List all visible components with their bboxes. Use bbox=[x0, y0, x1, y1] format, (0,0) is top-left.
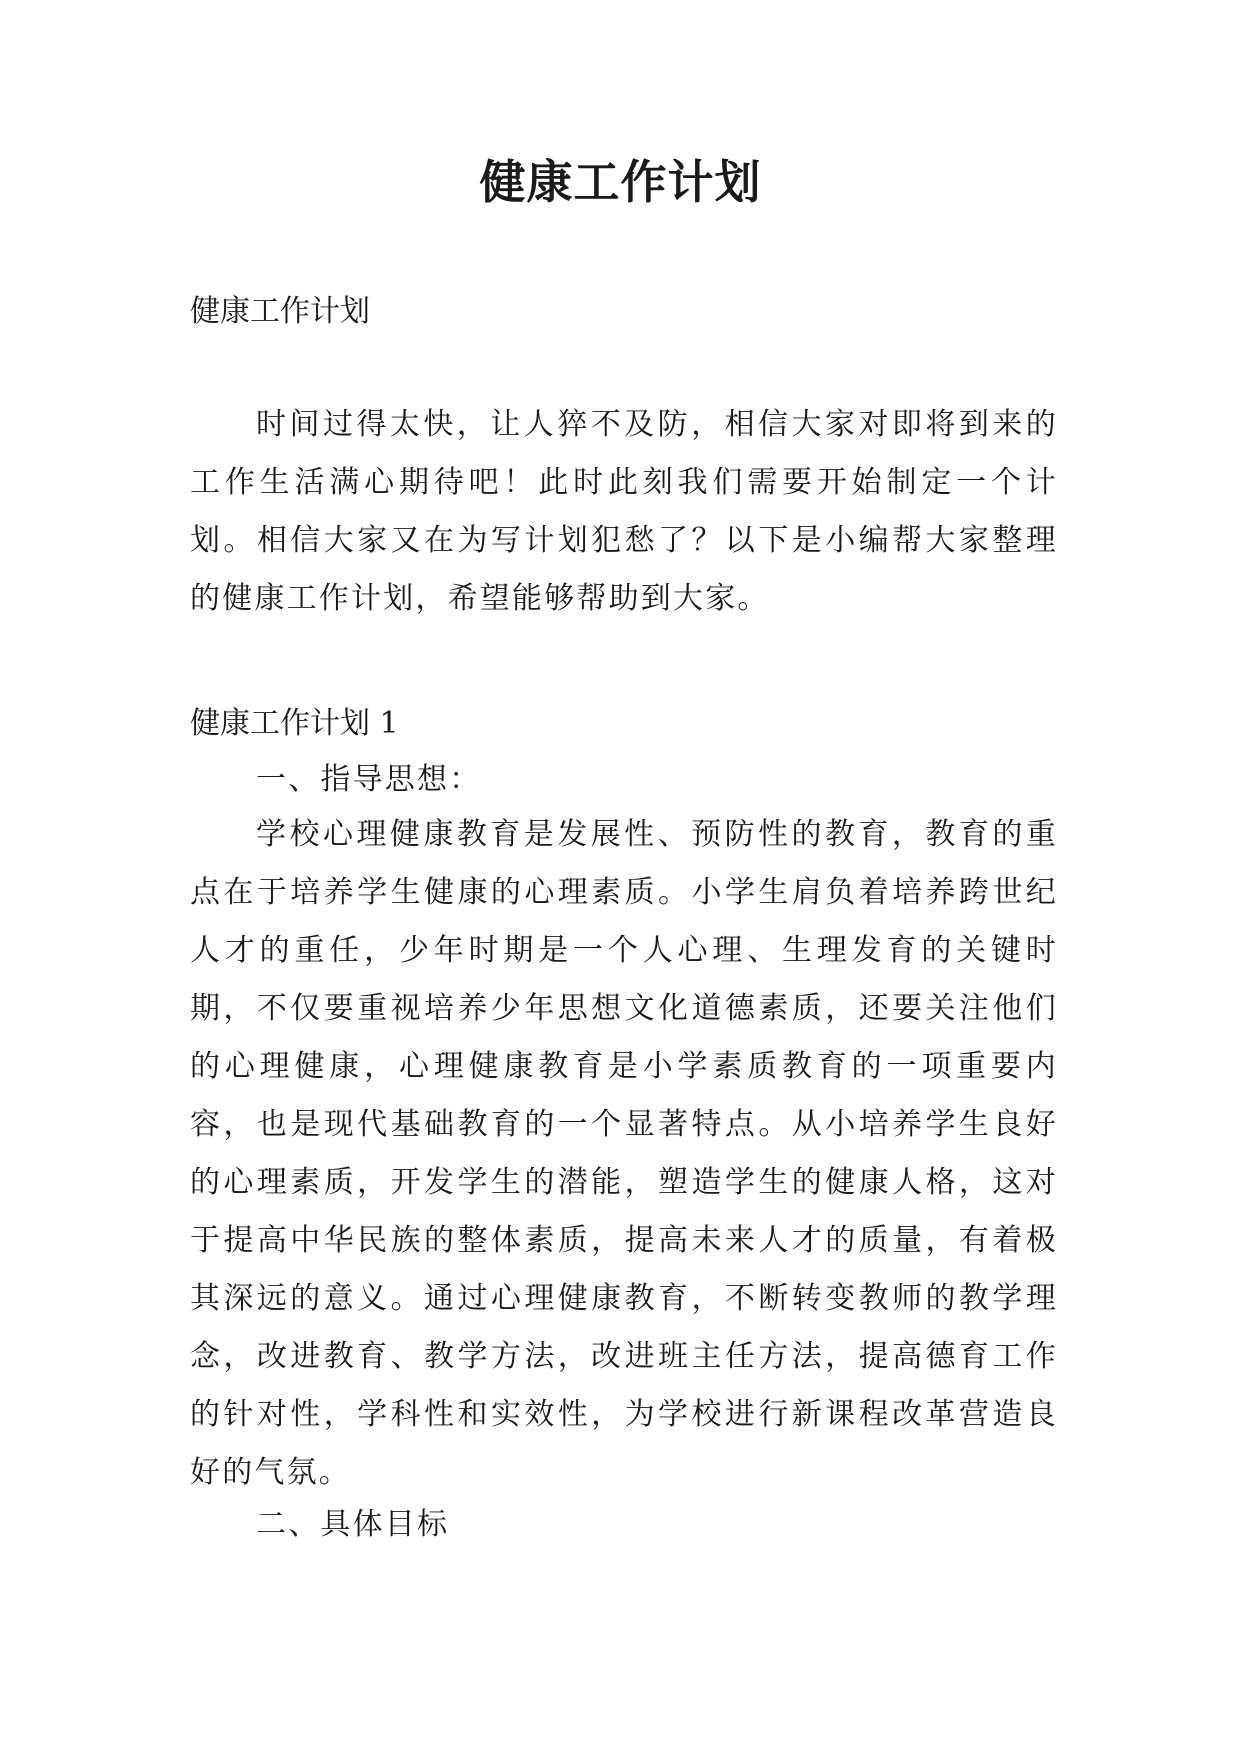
intro-paragraph: 时间过得太快，让人猝不及防，相信大家对即将到来的工作生活满心期待吧！此时此刻我们需要开始制定一个计划。相信大家又在为写计划犯愁了？以下是小编帮大家整理的健康工作计划，希望能够帮助到大家。 bbox=[190, 407, 1058, 616]
heading-guiding-ideology: 一、指导思想： bbox=[256, 762, 482, 797]
document-title: 健康工作计划 bbox=[479, 155, 762, 209]
guiding-ideology-paragraph: 学校心理健康教育是发展性、预防性的教育，教育的重点在于培养学生健康的心理素质。小学生肩负着培养跨世纪人才的重任，少年时期是一个人心理、生理发育的关键时期，不仅要重视培养少年思想文化道德素质，还要关注他们的心理健康，心理健康教育是小学素质教育的一项重要内容，也是现代基础教育的一个显著特点。从小培养学生良好的心理素质，开发学生的潜能，塑造学生的健康人格，这对于提高中华民族的整体素质，提高未来人才的质量，有着极其深远的意义。通过心理健康教育，不断转变教师的教学理念，改进教育、教学方法，改进班主任方法，提高德育工作的针对性，学科性和实效性，为学校进行新课程改革营造良好的气氛。 bbox=[190, 817, 1058, 1490]
section-title: 健康工作计划 1 bbox=[190, 706, 399, 741]
heading-specific-goals: 二、具体目标 bbox=[256, 1507, 450, 1542]
document-subtitle: 健康工作计划 bbox=[190, 294, 370, 329]
